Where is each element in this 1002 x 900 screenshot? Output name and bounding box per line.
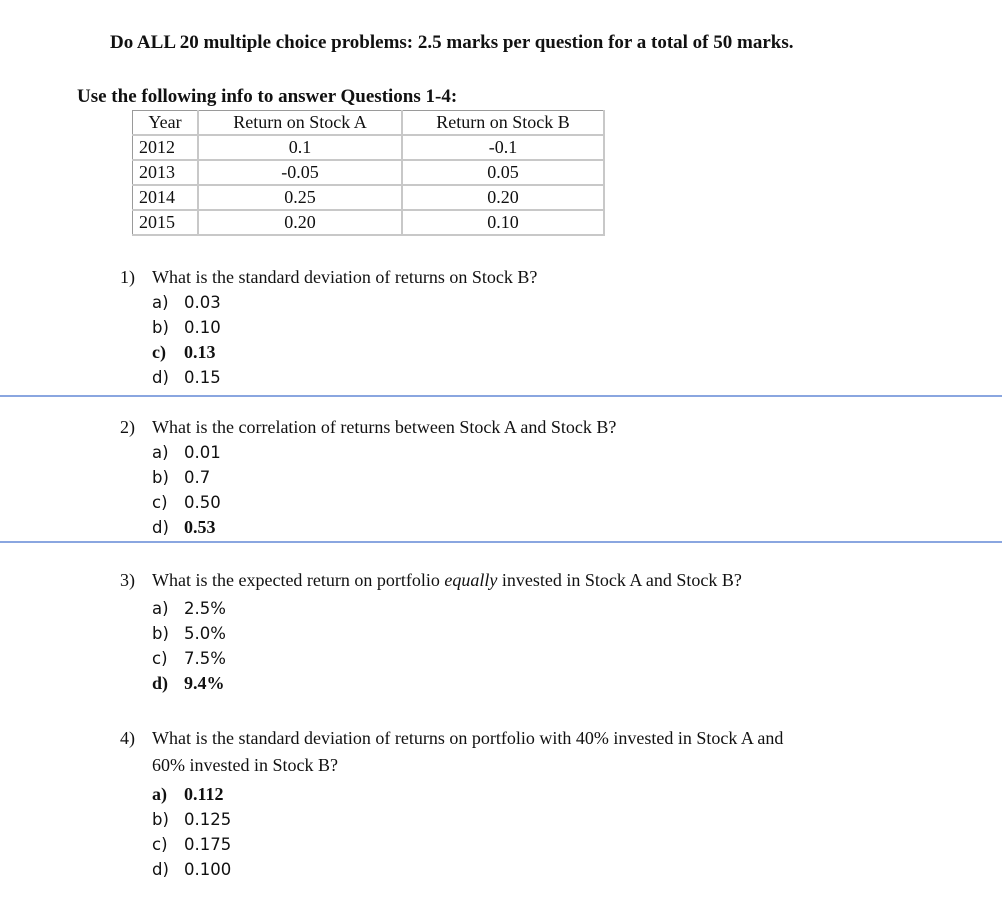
question-text: What is the expected return on portfolio equally invested in Stock A and Stock B? bbox=[152, 570, 742, 590]
option-d-answer: d) 0.53 bbox=[152, 517, 216, 537]
cell-stock-a: 0.20 bbox=[198, 210, 402, 235]
option-b: b) 0.10 bbox=[152, 318, 221, 337]
page-heading: Do ALL 20 multiple choice problems: 2.5 marks per question for a total of 50 marks. bbox=[110, 32, 794, 53]
option-b: b) 0.125 bbox=[152, 810, 232, 829]
header-stock-b: Return on Stock B bbox=[402, 111, 604, 136]
table-row bbox=[133, 135, 605, 160]
table-row bbox=[133, 160, 605, 185]
returns-table bbox=[132, 110, 605, 236]
cell-stock-b: -0.1 bbox=[402, 135, 604, 160]
option-a: a) 0.01 bbox=[152, 443, 221, 462]
cell-stock-a: 0.1 bbox=[198, 135, 402, 160]
option-c: c) 0.175 bbox=[152, 835, 232, 854]
question-2 bbox=[120, 415, 616, 540]
question-4 bbox=[120, 726, 783, 882]
table-row bbox=[133, 185, 605, 210]
option-c: c) 0.50 bbox=[152, 493, 221, 512]
option-a: a) 2.5% bbox=[152, 599, 226, 618]
divider bbox=[0, 395, 1002, 397]
option-d-answer: d) 9.4% bbox=[152, 673, 225, 693]
option-a: a) 0.03 bbox=[152, 293, 221, 312]
option-a-answer: a) 0.112 bbox=[152, 784, 224, 804]
header-year: Year bbox=[133, 111, 199, 136]
cell-stock-a: -0.05 bbox=[198, 160, 402, 185]
cell-year: 2012 bbox=[133, 135, 199, 160]
cell-stock-a: 0.25 bbox=[198, 185, 402, 210]
cell-stock-b: 0.20 bbox=[402, 185, 604, 210]
option-d: d) 0.100 bbox=[152, 860, 232, 879]
cell-stock-b: 0.05 bbox=[402, 160, 604, 185]
question-text: What is the correlation of returns between Stock A and Stock B? bbox=[152, 417, 617, 437]
option-b: b) 0.7 bbox=[152, 468, 211, 487]
question-number: 4) bbox=[120, 728, 135, 748]
question-text-line1: What is the standard deviation of returns on portfolio with 40% invested in Stock A and bbox=[152, 728, 784, 748]
question-number: 2) bbox=[120, 417, 135, 437]
option-c-answer: c) 0.13 bbox=[152, 342, 216, 362]
option-b: b) 5.0% bbox=[152, 624, 226, 643]
question-1 bbox=[120, 265, 537, 390]
table-row bbox=[133, 210, 605, 235]
header-stock-a: Return on Stock A bbox=[198, 111, 402, 136]
divider bbox=[0, 541, 1002, 543]
cell-year: 2013 bbox=[133, 160, 199, 185]
question-number: 1) bbox=[120, 267, 135, 287]
table-header-row bbox=[133, 111, 605, 136]
question-3 bbox=[120, 568, 742, 696]
question-text: What is the standard deviation of returns on Stock B? bbox=[152, 267, 538, 287]
cell-year: 2014 bbox=[133, 185, 199, 210]
question-number: 3) bbox=[120, 570, 135, 590]
question-text-line2: 60% invested in Stock B? bbox=[152, 755, 338, 775]
cell-stock-b: 0.10 bbox=[402, 210, 604, 235]
option-d: d) 0.15 bbox=[152, 368, 221, 387]
info-instruction: Use the following info to answer Questions 1-4: bbox=[77, 86, 458, 107]
option-c: c) 7.5% bbox=[152, 649, 226, 668]
cell-year: 2015 bbox=[133, 210, 199, 235]
